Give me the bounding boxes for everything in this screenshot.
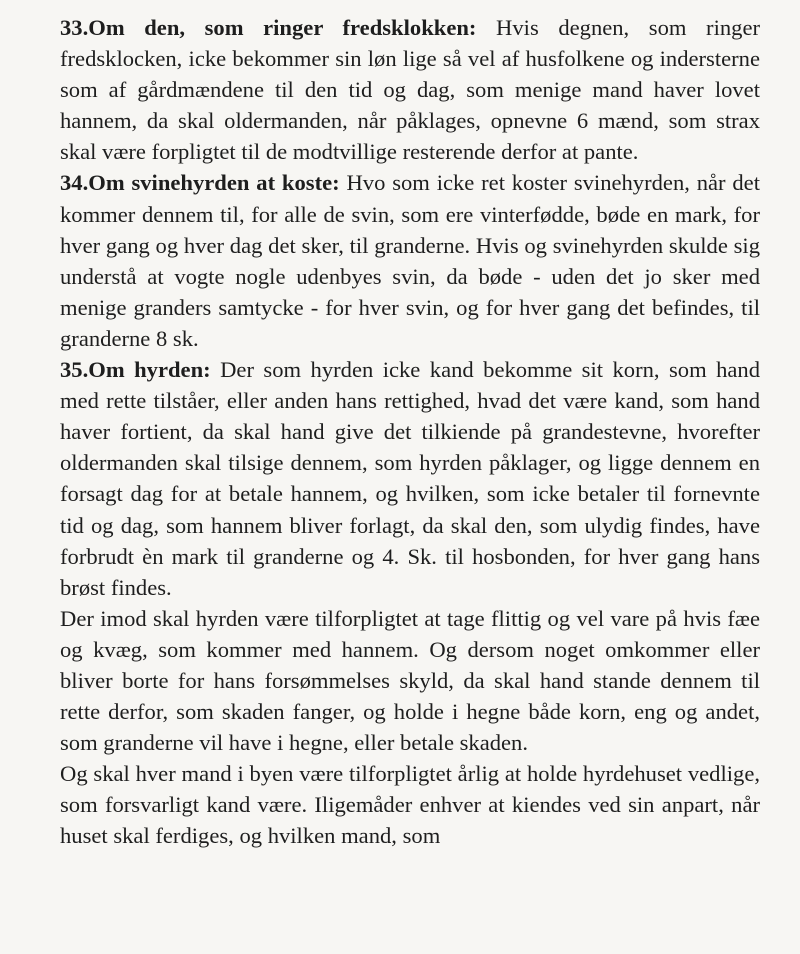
article-34-heading: 34.Om svinehyrden at koste:	[60, 170, 340, 196]
article-33	[60, 12, 760, 167]
article-33-heading: 33.Om den, som ringer fredsklokken:	[60, 15, 477, 40]
article-35	[60, 354, 760, 603]
article-34	[60, 167, 760, 354]
article-34-text: Hvo som icke ret koster svinehyrden, når det kommer dennem til, for alle de svin, som ere vinterfødde, bøde en mark, for hver gang og hver dag det sker, til granderne. Hvis og svinehyrden skulde sig understå at vogte nogle udenbyes svin, da bøde - uden det jo sker med menige granders samtycke - for hver svin, og for hver gang det befindes, til granderne 8 sk.	[60, 170, 760, 351]
article-35-text: Der som hyrden icke kand bekomme sit korn, som hand med rette tilståer, eller anden hans rettighed, hvad det være kand, som hand haver fortient, da skal hand give det tilkiende på grandestevne, hvorefter oldermanden skal tilsige dennem, som hyrden påklager, og ligge dennem en forsagt dag for at betale hannem, og hvilken, som icke betaler til fornevnte tid og dag, som hannem bliver forlagt, da skal den, som ulydig findes, have forbrudt èn mark til granderne og 4. Sk. til hosbonden, for hver gang hans brøst findes.	[60, 357, 761, 600]
article-33-text: Hvis degnen, som ringer fredsklocken, icke bekommer sin løn lige så vel af husfolkene og indersterne som af gårdmændene til den tid og dag, som menige mand haver lovet hannem, da skal oldermanden, når påklages, opnevne 6 mænd, som strax skal være forpligtet til de modtvillige resterende derfor at pante.	[60, 15, 760, 165]
article-35-heading: 35.Om hyrden:	[60, 357, 211, 383]
paragraph-hyrden-duties: Der imod skal hyrden være tilforpligtet at tage flittig og vel vare på hvis fæe og kvæg, som kommer med hannem. Og dersom noget omkommer eller bliver borte for hans forsømmelses skyld, da skal hand stande dennem til rette derfor, som skaden fanger, og holde i hegne både korn, eng og andet, som granderne vil have i hegne, eller betale skaden.	[60, 605, 760, 756]
paragraph-hyrdehuset: Og skal hver mand i byen være tilforpligtet årlig at holde hyrdehuset vedlige, som forsvarligt kand være. Iligemåder enhver at kiendes ved sin anpart, når huset skal ferdiges, og hvilken mand, som	[60, 761, 760, 849]
